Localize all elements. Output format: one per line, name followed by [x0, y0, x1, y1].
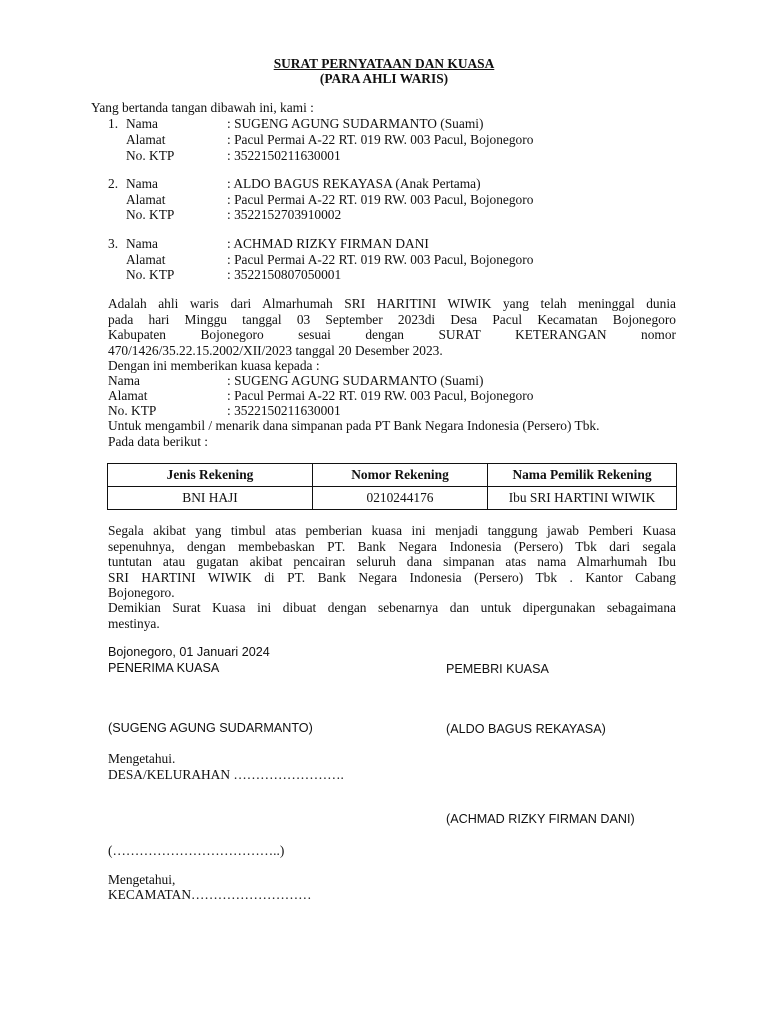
paragraph-line: tuntutan atau gugatan akibat pencairan seluruh dana simpanan atas nama Almarhumah Ibu [108, 554, 676, 570]
ktp-label: No. KTP [126, 148, 175, 163]
alamat-label: Alamat [126, 132, 166, 147]
table-header-row [108, 464, 677, 487]
paragraph-line: Adalah ahli waris dari Almarhumah SRI HARITINI WIWIK yang telah meninggal dunia [108, 296, 676, 311]
paragraph-line: 470/1426/35.22.15.2002/XII/2023 tanggal 20 Desember 2023. [108, 342, 443, 358]
rekening-table [107, 463, 677, 510]
ktp-value: : 3522150807050001 [227, 267, 342, 282]
nama-value: : SUGENG AGUNG SUDARMANTO (Suami) [227, 373, 484, 388]
intro-text: Yang bertanda tangan dibawah ini, kami : [91, 100, 314, 115]
paragraph-line: Kabupaten Bojonegoro sesuai dengan SURAT KETERANGAN nomor [108, 327, 676, 343]
penerima-signatory-name: (SUGENG AGUNG SUDARMANTO) [108, 721, 313, 735]
paragraph-line: Segala akibat yang timbul atas pemberian kuasa ini menjadi tanggung jawab Pemberi Kuasa [108, 523, 676, 538]
akibat-paragraph [108, 523, 676, 601]
nama-value: : ALDO BAGUS REKAYASA (Anak Pertama) [227, 176, 481, 191]
kecamatan-label: KECAMATAN……………………… [108, 887, 312, 902]
alamat-value: : Pacul Permai A-22 RT. 019 RW. 003 Pacul, Bojonegoro [227, 192, 534, 207]
nama-value: : SUGENG AGUNG SUDARMANTO (Suami) [227, 116, 484, 131]
desa-kelurahan-label: DESA/KELURAHAN ……………………. [108, 767, 344, 782]
person-number: 3. [108, 236, 119, 251]
cell-jenis-rekening: BNI HAJI [108, 487, 313, 510]
paragraph-line: Bojonegoro. [108, 585, 175, 601]
document-title: SURAT PERNYATAAN DAN KUASA [273, 56, 495, 71]
cell-nama-pemilik: Ibu SRI HARTINI WIWIK [488, 487, 677, 510]
nama-label: Nama [126, 236, 158, 251]
alamat-value: : Pacul Permai A-22 RT. 019 RW. 003 Pacul, Bojonegoro [227, 388, 534, 403]
mengetahui-label-2: Mengetahui, [108, 872, 176, 887]
kuasa-intro: Dengan ini memberikan kuasa kepada : [108, 358, 320, 373]
paragraph-line: Demikian Surat Kuasa ini dibuat dengan sebenarnya dan untuk dipergunakan sebagaimana [108, 600, 676, 615]
cell-nomor-rekening: 0210244176 [313, 487, 488, 510]
person-number: 1. [108, 116, 119, 131]
ahli-waris-paragraph [108, 296, 676, 358]
paragraph-line: sepenuhnya, dengan membebaskan PT. Bank Negara Indonesia (Persero) Tbk dari segala [108, 538, 676, 554]
document-subtitle: (PARA AHLI WARIS) [319, 71, 449, 86]
mengetahui-label-1: Mengetahui. [108, 751, 176, 766]
alamat-label: Alamat [126, 252, 166, 267]
ktp-value: : 3522152703910002 [227, 207, 342, 222]
paragraph-line: pada hari Minggu tanggal 03 September 2023di Desa Pacul Kecamatan Bojonegoro [108, 311, 676, 327]
alamat-value: : Pacul Permai A-22 RT. 019 RW. 003 Pacul, Bojonegoro [227, 132, 534, 147]
paragraph-line: mestinya. [108, 615, 160, 631]
header-jenis-rekening: Jenis Rekening [108, 464, 313, 487]
demikian-paragraph [108, 600, 676, 631]
penerima-kuasa-label: PENERIMA KUASA [108, 661, 220, 675]
header-nama-pemilik: Nama Pemilik Rekening [488, 464, 677, 487]
header-nomor-rekening: Nomor Rekening [313, 464, 488, 487]
alamat-value: : Pacul Permai A-22 RT. 019 RW. 003 Pacul, Bojonegoro [227, 252, 534, 267]
nama-value: : ACHMAD RIZKY FIRMAN DANI [227, 236, 429, 251]
table-row [108, 487, 677, 510]
ktp-label: No. KTP [126, 267, 175, 282]
tujuan-paragraph [108, 418, 676, 449]
paragraph-line: SRI HARTINI WIWIK di PT. Bank Negara Indonesia (Persero) Tbk . Kantor Cabang [108, 569, 676, 585]
person-number: 2. [108, 176, 119, 191]
alamat-label: Alamat [126, 192, 166, 207]
paragraph-line: Untuk mengambil / menarik dana simpanan pada PT Bank Negara Indonesia (Persero) Tbk. [108, 418, 600, 433]
nama-label: Nama [126, 116, 158, 131]
nama-label: Nama [108, 373, 140, 388]
alamat-label: Alamat [108, 388, 148, 403]
place-date: Bojonegoro, 01 Januari 2024 [108, 645, 270, 659]
pemberi-kuasa-label: PEMEBRI KUASA [446, 662, 549, 676]
desa-signatory-blank: (………………………………..) [108, 843, 285, 858]
pemberi-signatory-name-2: (ACHMAD RIZKY FIRMAN DANI) [446, 812, 635, 826]
ktp-value: : 3522150211630001 [227, 403, 341, 418]
pemberi-signatory-name-1: (ALDO BAGUS REKAYASA) [446, 722, 606, 736]
nama-label: Nama [126, 176, 158, 191]
ktp-label: No. KTP [126, 207, 175, 222]
paragraph-line: Pada data berikut : [108, 433, 209, 449]
ktp-value: : 3522150211630001 [227, 148, 341, 163]
ktp-label: No. KTP [108, 403, 157, 418]
